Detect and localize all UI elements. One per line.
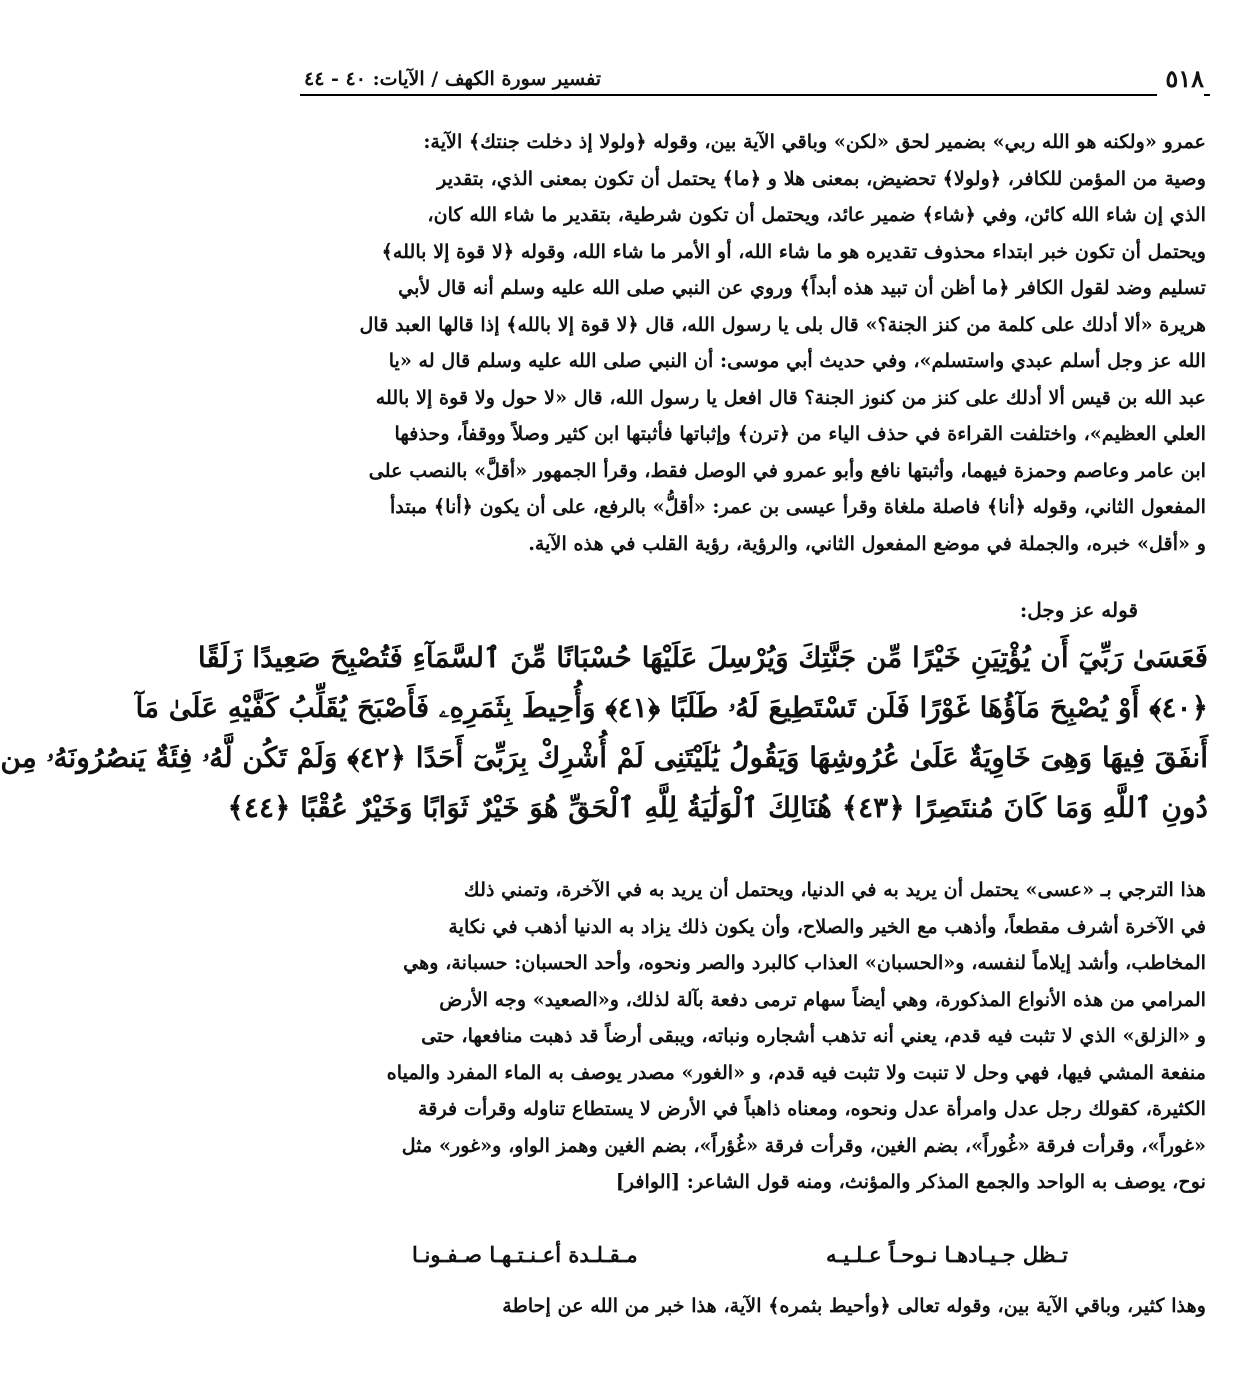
text-line: و «الزلق» الذي لا تثبت فيه قدم، يعني أنه تذهب أشجاره ونباته، ويبقى أرضاً قد ذهبت منافعها، حتى xyxy=(421,1024,1206,1047)
commentary-paragraph-1 xyxy=(292,124,1206,562)
text-line: العلي العظيم»، واختلفت القراءة في حذف الياء من ﴿ترن﴾ وإثباتها فأثبتها ابن كثير وصلاً ووقفاً، وحذفها xyxy=(394,422,1206,445)
poem-second-hemistich: مـقـلـدة أعـنـتـهـا صـفـونـا xyxy=(412,1241,638,1267)
text-line: و «أقل» خبره، والجملة في موضع المفعول الثاني، والرؤية، رؤية القلب في هذه الآية. xyxy=(528,531,1206,555)
text-line: في الآخرة أشرف مقطعاً، وأذهب مع الخير والصلاح، وأن يكون ذلك يزاد به الدنيا أذهب في نكاية xyxy=(448,914,1206,938)
verse-line: دُونِ ٱللَّهِ وَمَا كَانَ مُنتَصِرًا ﴿٤٣﴾ هُنَالِكَ ٱلْوَلَٰيَةُ لِلَّهِ ٱلْحَقِّ هُوَ خَيْرٌ ثَوَابًا وَخَيْرٌ عُقْبًا ﴿٤٤﴾ xyxy=(227,791,1208,824)
text-line: المرامي من هذه الأنواع المذكورة، وهي أيضاً سهام ترمى دفعة بآلة لذلك، و«الصعيد» وجه الأرض xyxy=(439,987,1206,1011)
verse-line: ﴿٤٠﴾ أَوْ يُصْبِحَ مَآؤُهَا غَوْرًا فَلَن تَسْتَطِيعَ لَهُۥ طَلَبًا ﴿٤١﴾ وَأُحِيطَ بِثَمَرِهِۦ فَأَصْبَحَ يُقَلِّبُ كَفَّيْهِ عَلَىٰ مَآ xyxy=(135,691,1208,724)
text-line: الكثيرة، كقولك رجل عدل وامرأة عدل ونحوه، ومعناه ذاهباً في الأرض لا يستطاع تناوله وقرأت فرقة xyxy=(418,1097,1206,1120)
text-line: تسليم وضد لقول الكافر ﴿ما أظن أن تبيد هذه أبداً﴾ وروي عن النبي صلى الله عليه وسلم أنه قال لأبي xyxy=(398,276,1206,299)
page-header xyxy=(300,62,1210,102)
text-line: هريرة «ألا أدلك على كلمة من كنز الجنة؟» قال بلى يا رسول الله، قال ﴿لا قوة إلا بالله﴾ إذا قالها العبد قال xyxy=(359,312,1206,336)
commentary-paragraph-2 xyxy=(292,872,1206,1201)
commentary-paragraph-3 xyxy=(292,1288,1206,1325)
text-line: المخاطب، وأشد إيلاماً لنفسه، و«الحسبان» العذاب كالبرد والصر ونحوه، وأحد الحسبان: حسبانة، وهي xyxy=(403,951,1206,974)
running-title: تفسير سورة الكهف / الآيات: ٤٠ - ٤٤ xyxy=(304,64,609,94)
text-line: عمرو «ولكنه هو الله ربي» بضمير لحق «لكن» وباقي الآية بين، وقوله ﴿ولولا إذ دخلت جنتك﴾ الآية: xyxy=(423,130,1206,153)
text-line: نوح، يوصف به الواحد والجمع المذكر والمؤنث، ومنه قول الشاعر: [الوافر] xyxy=(615,1170,1206,1193)
poem-first-hemistich: تـظل جـيـادهـا نـوحـاً عـلـيـه xyxy=(826,1241,1068,1267)
verse-line: فَعَسَىٰ رَبِّيٓ أَن يُؤْتِيَنِ خَيْرًا مِّن جَنَّتِكَ وَيُرْسِلَ عَلَيْهَا حُسْبَانًا مِّنَ ٱلسَّمَآءِ فَتُصْبِحَ صَعِيدًا زَلَقًا xyxy=(197,641,1208,674)
text-line: هذا الترجي بـ «عسى» يحتمل أن يريد به في الدنيا، ويحتمل أن يريد به في الآخرة، وتمني ذلك xyxy=(463,878,1206,901)
verse-line: أَنفَقَ فِيهَا وَهِىَ خَاوِيَةٌ عَلَىٰ عُرُوشِهَا وَيَقُولُ يَٰلَيْتَنِى لَمْ أُشْرِكْ بِرَبِّىٓ أَحَدًا ﴿٤٢﴾ وَلَمْ تَكُن لَّهُۥ فِئَةٌ يَنصُرُونَهُۥ مِن xyxy=(0,741,1208,774)
text-line: منفعة المشي فيها، فهي وحل لا تنبت ولا تثبت فيه قدم، و «الغور» مصدر يوصف به الماء المفرد والمياه xyxy=(386,1060,1206,1084)
page-number: ٥١٨ xyxy=(1157,62,1204,96)
text-line: «غوراً»، وقرأت فرقة «غُوراً»، بضم الغين، وقرأت فرقة «غُؤراً»، بضم الغين وهمز الواو، و«غور» مثل xyxy=(401,1133,1206,1157)
text-line: ابن عامر وعاصم وحمزة فيهما، وأثبتها نافع وأبو عمرو في الوصل فقط، وقرأ الجمهور «أقلَّ» بالنصب على xyxy=(368,458,1206,482)
text-line: المفعول الثاني، وقوله ﴿أنا﴾ فاصلة ملغاة وقرأ عيسى بن عمر: «أقلُّ» بالرفع، على أن يكون ﴿أنا﴾ مبتدأ xyxy=(389,495,1206,518)
quran-verses-block xyxy=(0,633,1208,833)
text-line: ويحتمل أن تكون خبر ابتداء محذوف تقديره هو ما شاء الله، أو الأمر ما شاء الله، وقوله ﴿لا قوة إلا بالله﴾ xyxy=(381,239,1206,263)
text-line: الله عز وجل أسلم عبدي واستسلم»، وفي حديث أبي موسى: أن النبي صلى الله عليه وسلم قال له «يا xyxy=(388,349,1206,372)
text-line: عبد الله بن قيس ألا أدلك على كنز من كنوز الجنة؟ قال افعل يا رسول الله، قال «لا حول ولا قوة إلا بالله xyxy=(375,385,1206,409)
text-line: وصية من المؤمن للكافر، ﴿ولولا﴾ تحضيض، بمعنى هلا و ﴿ما﴾ يحتمل أن تكون بمعنى الذي، بتقدير xyxy=(437,166,1206,190)
text-line: وهذا كثير، وباقي الآية بين، وقوله تعالى ﴿وأحيط بثمره﴾ الآية، هذا خبر من الله عن إحاطة xyxy=(502,1294,1206,1317)
text-line: الذي إن شاء الله كائن، وفي ﴿شاء﴾ ضمير عائد، ويحتمل أن تكون شرطية، بتقدير ما شاء الله كان، xyxy=(427,203,1206,226)
poetry-verse xyxy=(412,1232,1068,1276)
header-rule xyxy=(300,94,1210,96)
verse-intro-label: قوله عز وجل: xyxy=(1019,598,1138,622)
